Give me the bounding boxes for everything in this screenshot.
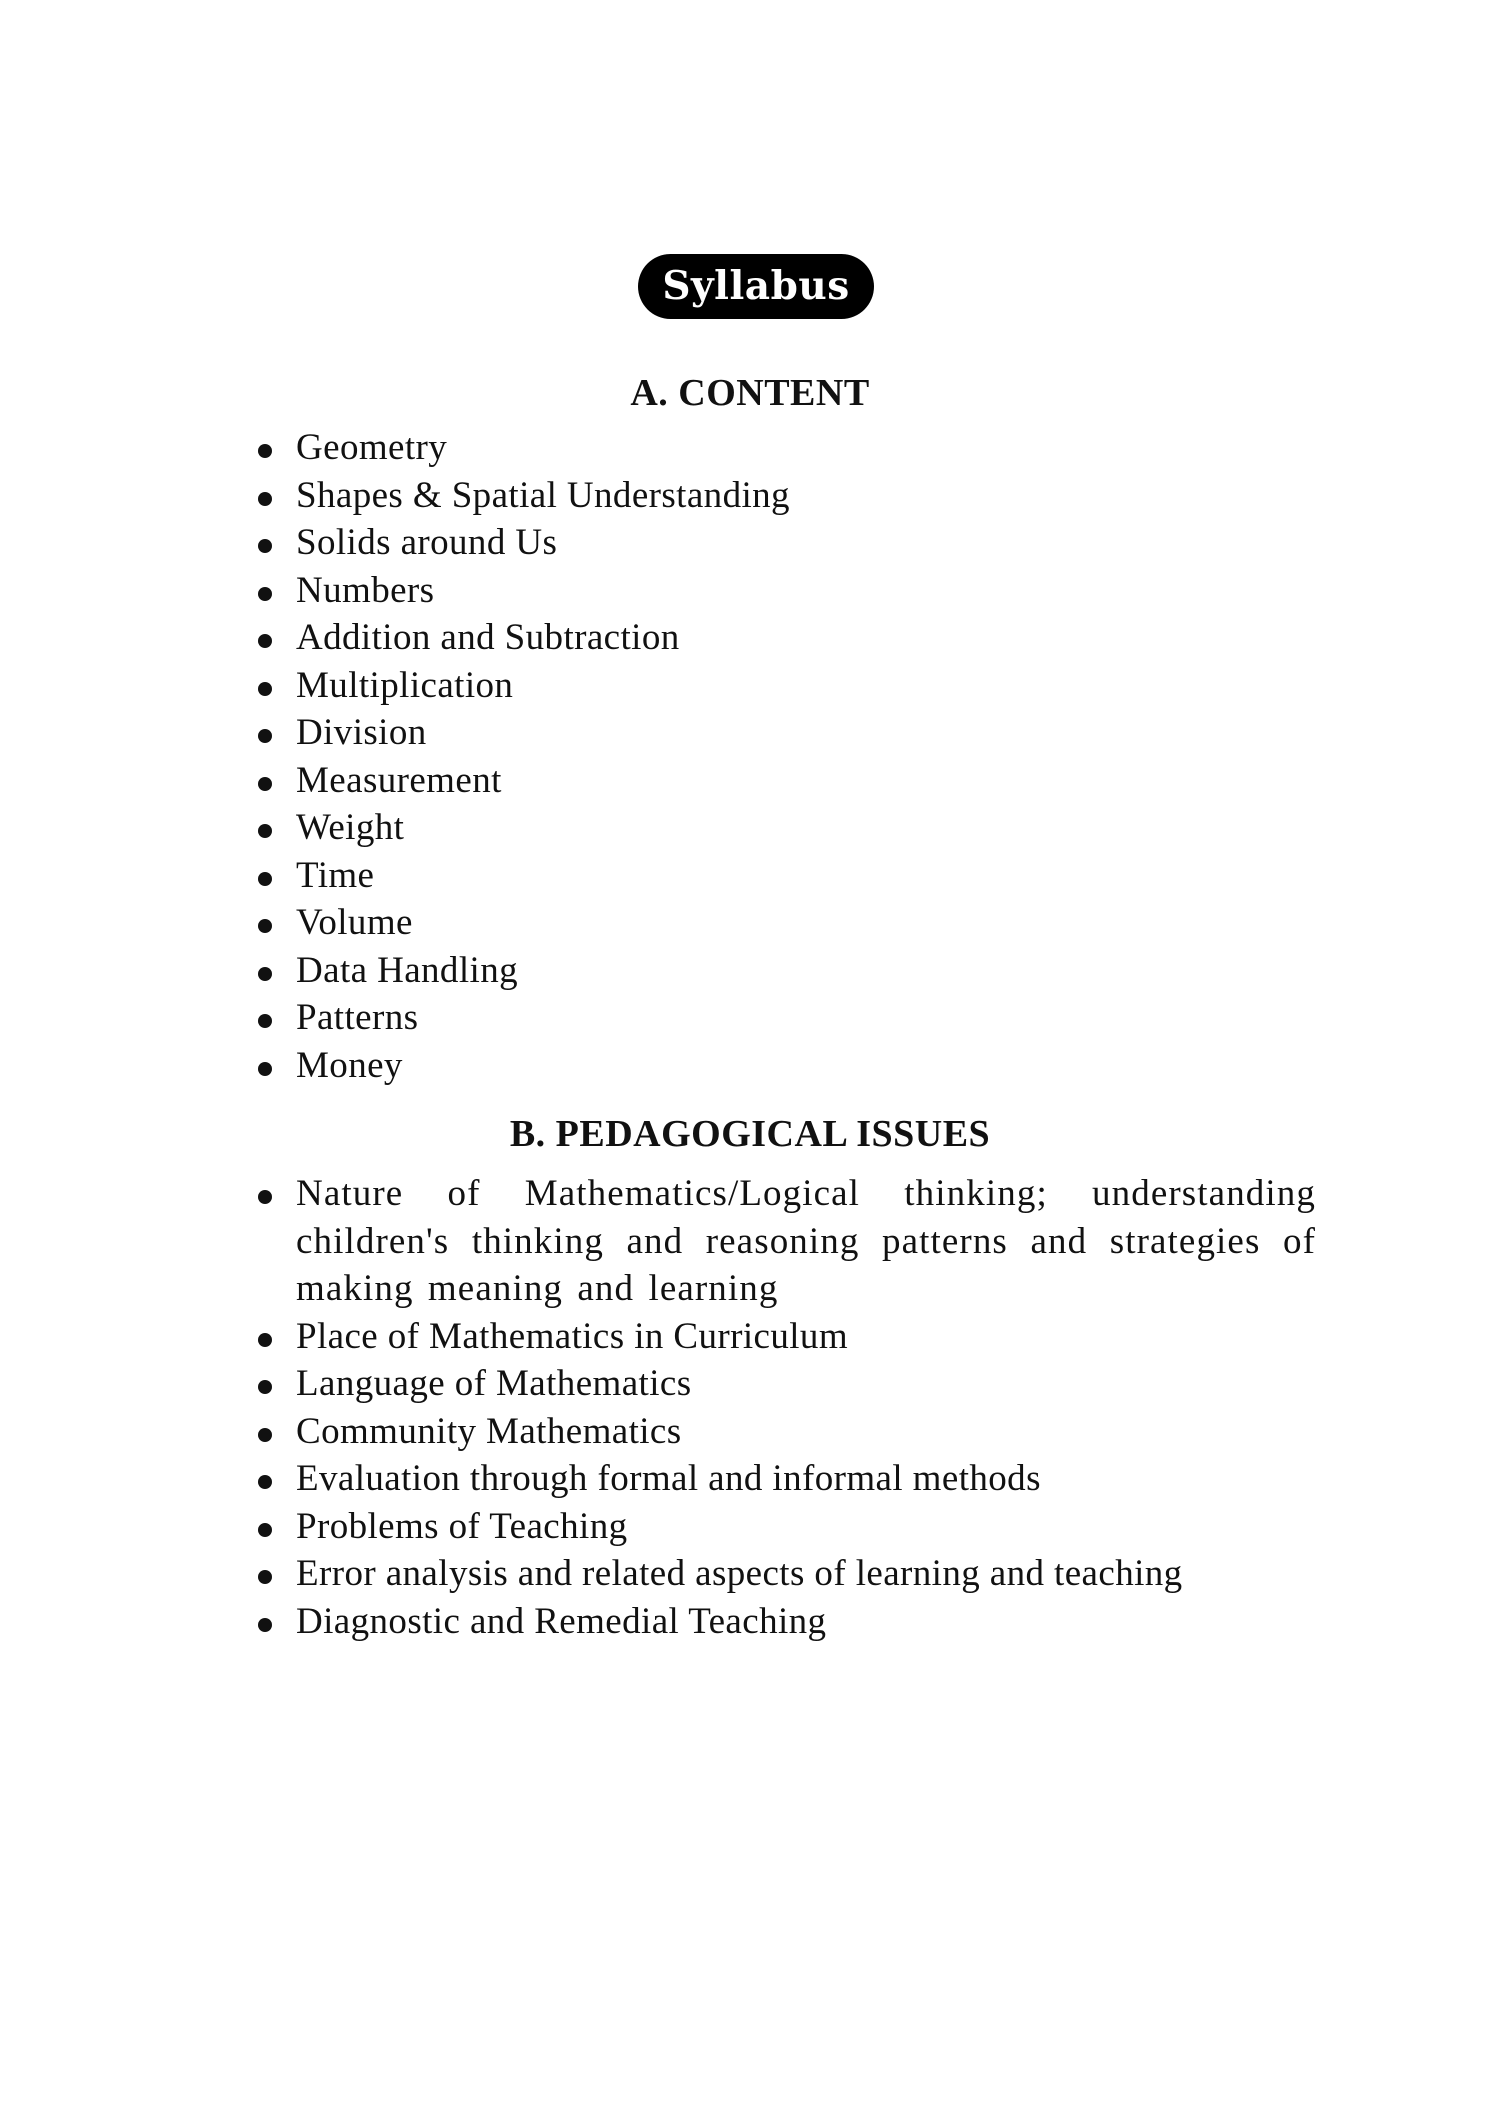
list-item: Evaluation through formal and informal methods	[256, 1455, 1316, 1503]
bullet-icon	[258, 777, 272, 791]
pedagogical-issues-list	[256, 1170, 1316, 1645]
section-b-heading: B. PEDAGOGICAL ISSUES	[509, 1113, 991, 1155]
list-item: Money	[256, 1042, 1316, 1090]
list-item: Time	[256, 852, 1316, 900]
list-item: Geometry	[256, 424, 1316, 472]
list-item: Addition and Subtraction	[256, 614, 1316, 662]
list-item: Solids around Us	[256, 519, 1316, 567]
bullet-icon	[258, 1062, 272, 1076]
list-item: Patterns	[256, 994, 1316, 1042]
bullet-icon	[258, 872, 272, 886]
bullet-icon	[258, 1014, 272, 1028]
bullet-icon	[258, 634, 272, 648]
list-item: Community Mathematics	[256, 1408, 1316, 1456]
bullet-icon	[258, 539, 272, 553]
bullet-icon	[258, 1380, 272, 1394]
bullet-icon	[258, 492, 272, 506]
list-item: Division	[256, 709, 1316, 757]
content-list	[256, 424, 1316, 1089]
bullet-icon	[258, 1333, 272, 1347]
bullet-icon	[258, 967, 272, 981]
list-item: Language of Mathematics	[256, 1360, 1316, 1408]
bullet-icon	[258, 1523, 272, 1537]
list-item: Weight	[256, 804, 1316, 852]
list-item: Diagnostic and Remedial Teaching	[256, 1598, 1316, 1646]
bullet-icon	[258, 919, 272, 933]
section-a-heading: A. CONTENT	[630, 372, 870, 414]
list-item: Measurement	[256, 757, 1316, 805]
list-item: Data Handling	[256, 947, 1316, 995]
syllabus-badge: Syllabus	[638, 254, 874, 319]
bullet-icon	[258, 729, 272, 743]
bullet-icon	[258, 1618, 272, 1632]
list-item: Error analysis and related aspects of learning and teaching	[256, 1550, 1316, 1598]
list-item: Problems of Teaching	[256, 1503, 1316, 1551]
bullet-icon	[258, 1190, 272, 1204]
list-item: Place of Mathematics in Curriculum	[256, 1313, 1316, 1361]
list-item: Shapes & Spatial Understanding	[256, 472, 1316, 520]
bullet-icon	[258, 824, 272, 838]
bullet-icon	[258, 1570, 272, 1584]
list-item: Numbers	[256, 567, 1316, 615]
list-item: Volume	[256, 899, 1316, 947]
list-item: Multiplication	[256, 662, 1316, 710]
bullet-icon	[258, 1428, 272, 1442]
bullet-icon	[258, 1475, 272, 1489]
bullet-icon	[258, 587, 272, 601]
bullet-icon	[258, 682, 272, 696]
list-item: Nature of Mathematics/Logical thinking; understanding children's thinking and reasoning patterns and strategies of making meaning and learning	[256, 1170, 1316, 1313]
bullet-icon	[258, 444, 272, 458]
